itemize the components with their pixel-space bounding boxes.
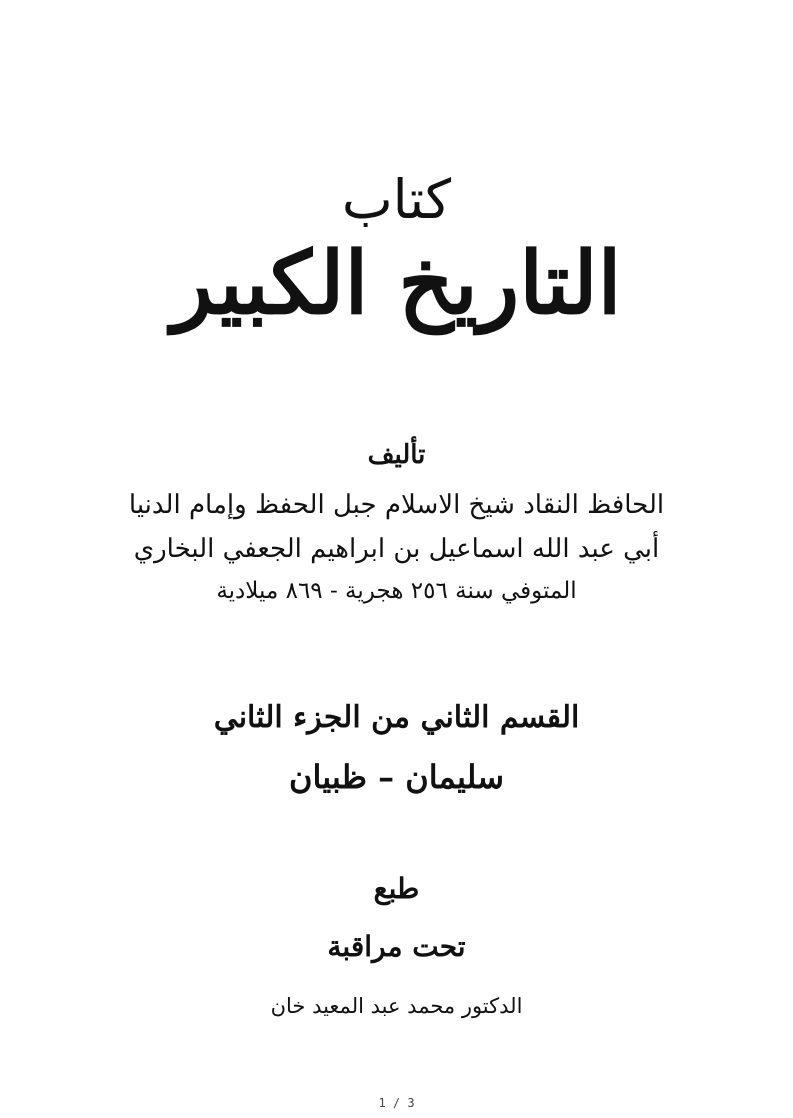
book-title: التاريخ الكبير [171, 233, 622, 334]
kitab-heading: كتاب [341, 168, 452, 231]
editor-name: الدكتور محمد عبد المعيد خان [270, 994, 523, 1018]
author-epithet: الحافظ النقاد شيخ الاسلام جبل الحفظ وإمام الدنيا [128, 490, 665, 520]
printed-label: طبع [373, 872, 420, 905]
entry-range: سليمان – ظبيان [288, 758, 505, 796]
authorship-label: تأليف [367, 440, 426, 470]
author-death-date: المتوفي سنة ٢٥٦ هجرية - ٨٦٩ ميلادية [216, 578, 577, 604]
page-indicator: 1 / 3 [378, 1096, 415, 1110]
volume-part: القسم الثاني من الجزء الثاني [213, 700, 580, 735]
author-name: أبي عبد الله اسماعيل بن ابراهيم الجعفي البخاري [133, 534, 660, 564]
supervision-label: تحت مراقبة [327, 930, 466, 963]
